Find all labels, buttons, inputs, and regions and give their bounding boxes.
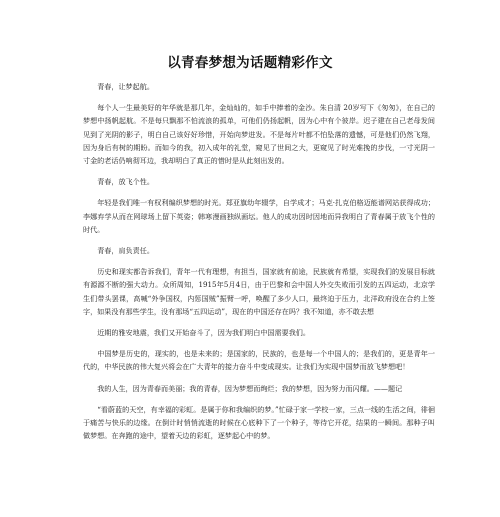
paragraph: 近期的雅安地震，我们又开始奋斗了，因为我们明白中国需要我们。: [97, 328, 310, 338]
paragraph: 青春，肩负责任。: [97, 246, 154, 256]
paragraph: 我的人生，因为青春而美丽；我的青春，因为梦想而绚烂；我的梦想，因为努力而闪耀。——题记: [97, 383, 403, 393]
paragraph: 每个人一生最美好的年华就是那几年，金灿灿的，如手中捧着的金沙。朱自清 20岁写下《匆匆》，在自己的梦想中扬帆起航。不是每只飘那不怕流浪的孤单，可他们仍扬起帆，因为心中有个彼岸。迟子建在自己老母发间见到了光阴的影子，明白自己该好好珍惜，开始向梦进发。不是每片叶都不怕坠落的遗憾，可是他们仍然飞翔，因为身后有树的期盼。而如今的我，初入成年的礼堂，窥见了世间之大，更窥见了时光难挽的步伐，一寸光阴一寸金的老话仍响彻耳边，我却明白了真正的惜时是从此刻出发的。: [83, 103, 435, 166]
paragraph: 年轻是我们唯一有权利编织梦想的时光。郑亚旗幼年辍学，自学成才；马克·扎克伯格迈能谱网站获得成功；李娜弃学从而在网球场上留下英姿；韩寒漫画独纵画坛。他人的成功因时因地而异我明白了青春属于放飞个性的时代。: [83, 198, 435, 234]
paragraph: 青春，让梦起航。: [97, 82, 154, 91]
paragraph: 中国梦是历史的，现实的，也是未来的；是国家的，民族的，也是每一个中国人的；是我们的，更是青年一代的，中华民族的伟大复兴将会在广大青年的接力奋斗中变成现实。让我们为实现中国梦而放飞梦想吧！: [83, 349, 435, 372]
paragraph: 青春，放飞个性。: [97, 177, 154, 187]
document-title: 以青春梦想为话题精彩作文: [167, 55, 333, 71]
paragraph: 历史和现实都告诉我们，青年一代有理想，有担当，国家就有前途，民族就有希望，实现我们的发展目标就有源源不断的强大动力。众所周知，1915年5月4日，由于巴黎和会中国人外交失败而引发的五四运动，北京学生们带头罢课，高喊“外争国权，内惩国贼”振臂一呼，唤醒了多少人口，最终迫于压力，北洋政府没在合约上签字，如果没有那些学生，没有那场“五四运动”，现在的中国还存在吗？我不知道，亦不敢去想: [83, 267, 435, 316]
article-body: [83, 80, 435, 450]
paragraph: “看蔚蓝的天空，有幸福的彩虹。是属于你和我编织的梦。”忙碌于家一学校一家，三点一线的生活之间，徘徊于痛苦与快乐的边缘。在倒计时悄悄流逝的时候在心底种下了一个种子，等待它开花，结果的一瞬间。那种子叫做梦想。在奔跑的途中，望着天边的彩虹，逐梦起心中的梦。: [83, 404, 435, 441]
